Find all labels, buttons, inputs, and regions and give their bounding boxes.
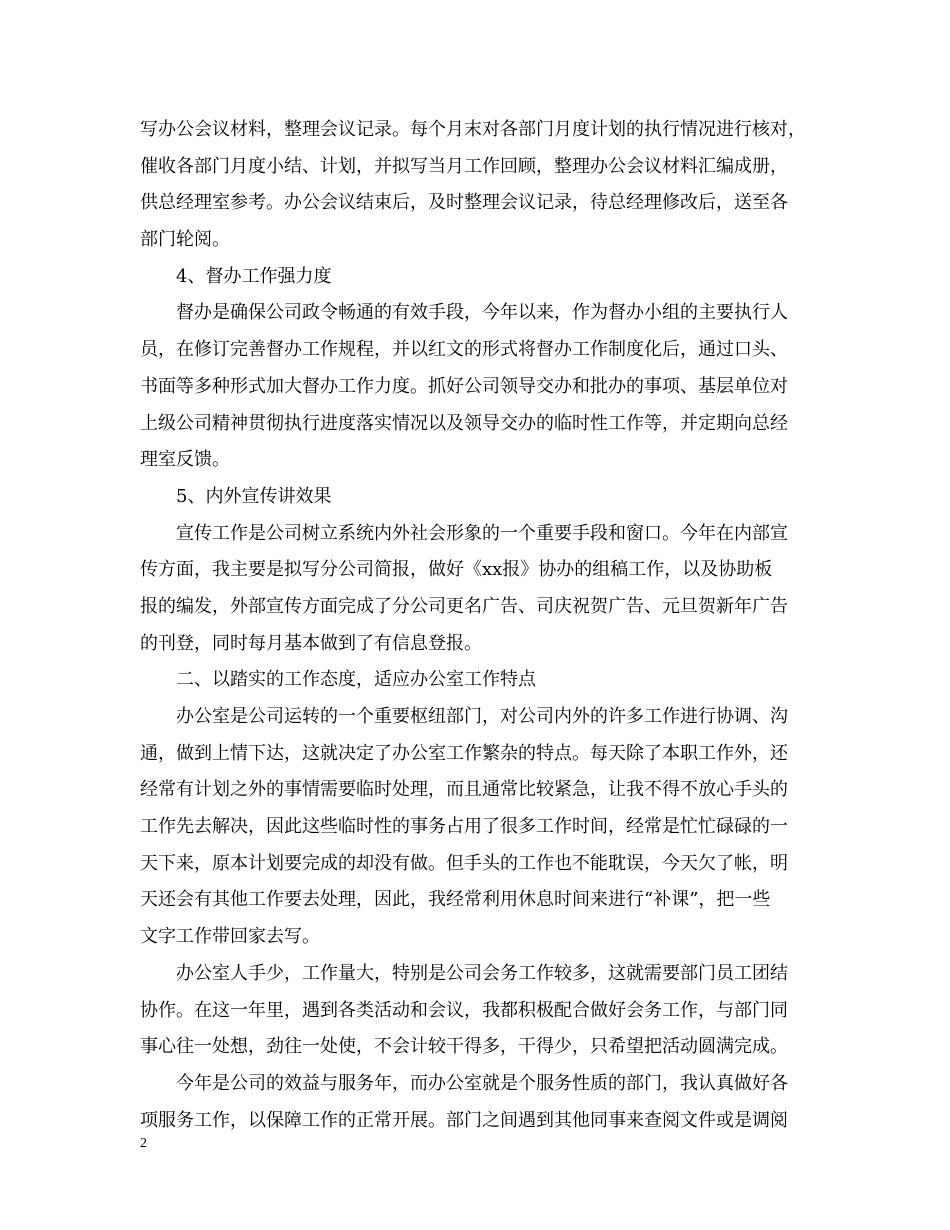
text-line: 天下来，原本计划要完成的却没有做。但手头的工作也不能耽误，今天欠了帐，明 [140, 852, 788, 874]
text-line: 理室反馈。 [140, 449, 230, 471]
text-line: 工作先去解决，因此这些临时性的事务占用了很多工作时间，经常是忙忙碌碌的一 [140, 816, 788, 838]
document-body [140, 112, 830, 1139]
text-line: 文字工作带回家去写。 [140, 926, 320, 948]
text-line: 办公室人手少，工作量大，特别是公司会务工作较多，这就需要部门员工团结 [176, 962, 788, 984]
text-line: 事心往一处想，劲往一处使，不会计较干得多，干得少，只希望把活动圆满完成。 [140, 1036, 788, 1058]
text-line: 书面等多种形式加大督办工作力度。抓好公司领导交办和批办的事项、基层单位对 [140, 375, 788, 397]
text-line: 项服务工作，以保障工作的正常开展。部门之间遇到其他同事来查阅文件或是调阅 [140, 1109, 788, 1131]
text-line: 员，在修订完善督办工作规程，并以红文的形式将督办工作制度化后，通过口头、 [140, 339, 788, 361]
text-line: 二、以踏实的工作态度，适应办公室工作特点 [176, 669, 536, 691]
text-line: 部门轮阅。 [140, 229, 230, 251]
text-line: 协作。在这一年里，遇到各类活动和会议，我都积极配合做好会务工作，与部门同 [140, 999, 788, 1021]
text-line: 催收各部门月度小结、计划，并拟写当月工作回顾，整理办公会议材料汇编成册， [140, 155, 788, 177]
text-line: 经常有计划之外的事情需要临时处理，而且通常比较紧急，让我不得不放心手头的 [140, 779, 788, 801]
text-line: 报的编发，外部宣传方面完成了分公司更名广告、司庆祝贺广告、元旦贺新年广告 [140, 595, 788, 617]
text-line: 4、督办工作强力度 [176, 265, 332, 287]
text-line: 的刊登，同时每月基本做到了有信息登报。 [140, 632, 482, 654]
text-line: 通，做到上情下达，这就决定了办公室工作繁杂的特点。每天除了本职工作外，还 [140, 742, 788, 764]
text-line: 办公室是公司运转的一个重要枢纽部门，对公司内外的许多工作进行协调、沟 [176, 706, 788, 727]
text-line: 5、内外宣传讲效果 [176, 485, 332, 507]
text-line: 今年是公司的效益与服务年，而办公室就是个服务性质的部门，我认真做好各 [176, 1072, 788, 1094]
text-line: 天还会有其他工作要去处理，因此，我经常利用休息时间来进行“补课”，把一些 [140, 889, 771, 911]
text-line: 供总经理室参考。办公会议结束后，及时整理会议记录，待总经理修改后，送至各 [140, 192, 788, 214]
text-line: 写办公会议材料，整理会议记录。每个月末对各部门月度计划的执行情况进行核对， [140, 119, 806, 140]
text-line: 传方面，我主要是拟写分公司简报，做好《xx报》协办的组稿工作，以及协助板 [140, 559, 773, 581]
text-line: 督办是确保公司政令畅通的有效手段，今年以来，作为督办小组的主要执行人 [176, 302, 788, 324]
text-line: 宣传工作是公司树立系统内外社会形象的一个重要手段和窗口。今年在内部宣 [176, 522, 788, 544]
page-number: 2 [140, 1136, 147, 1151]
text-line: 上级公司精神贯彻执行进度落实情况以及领导交办的临时性工作等，并定期向总经 [140, 412, 788, 434]
